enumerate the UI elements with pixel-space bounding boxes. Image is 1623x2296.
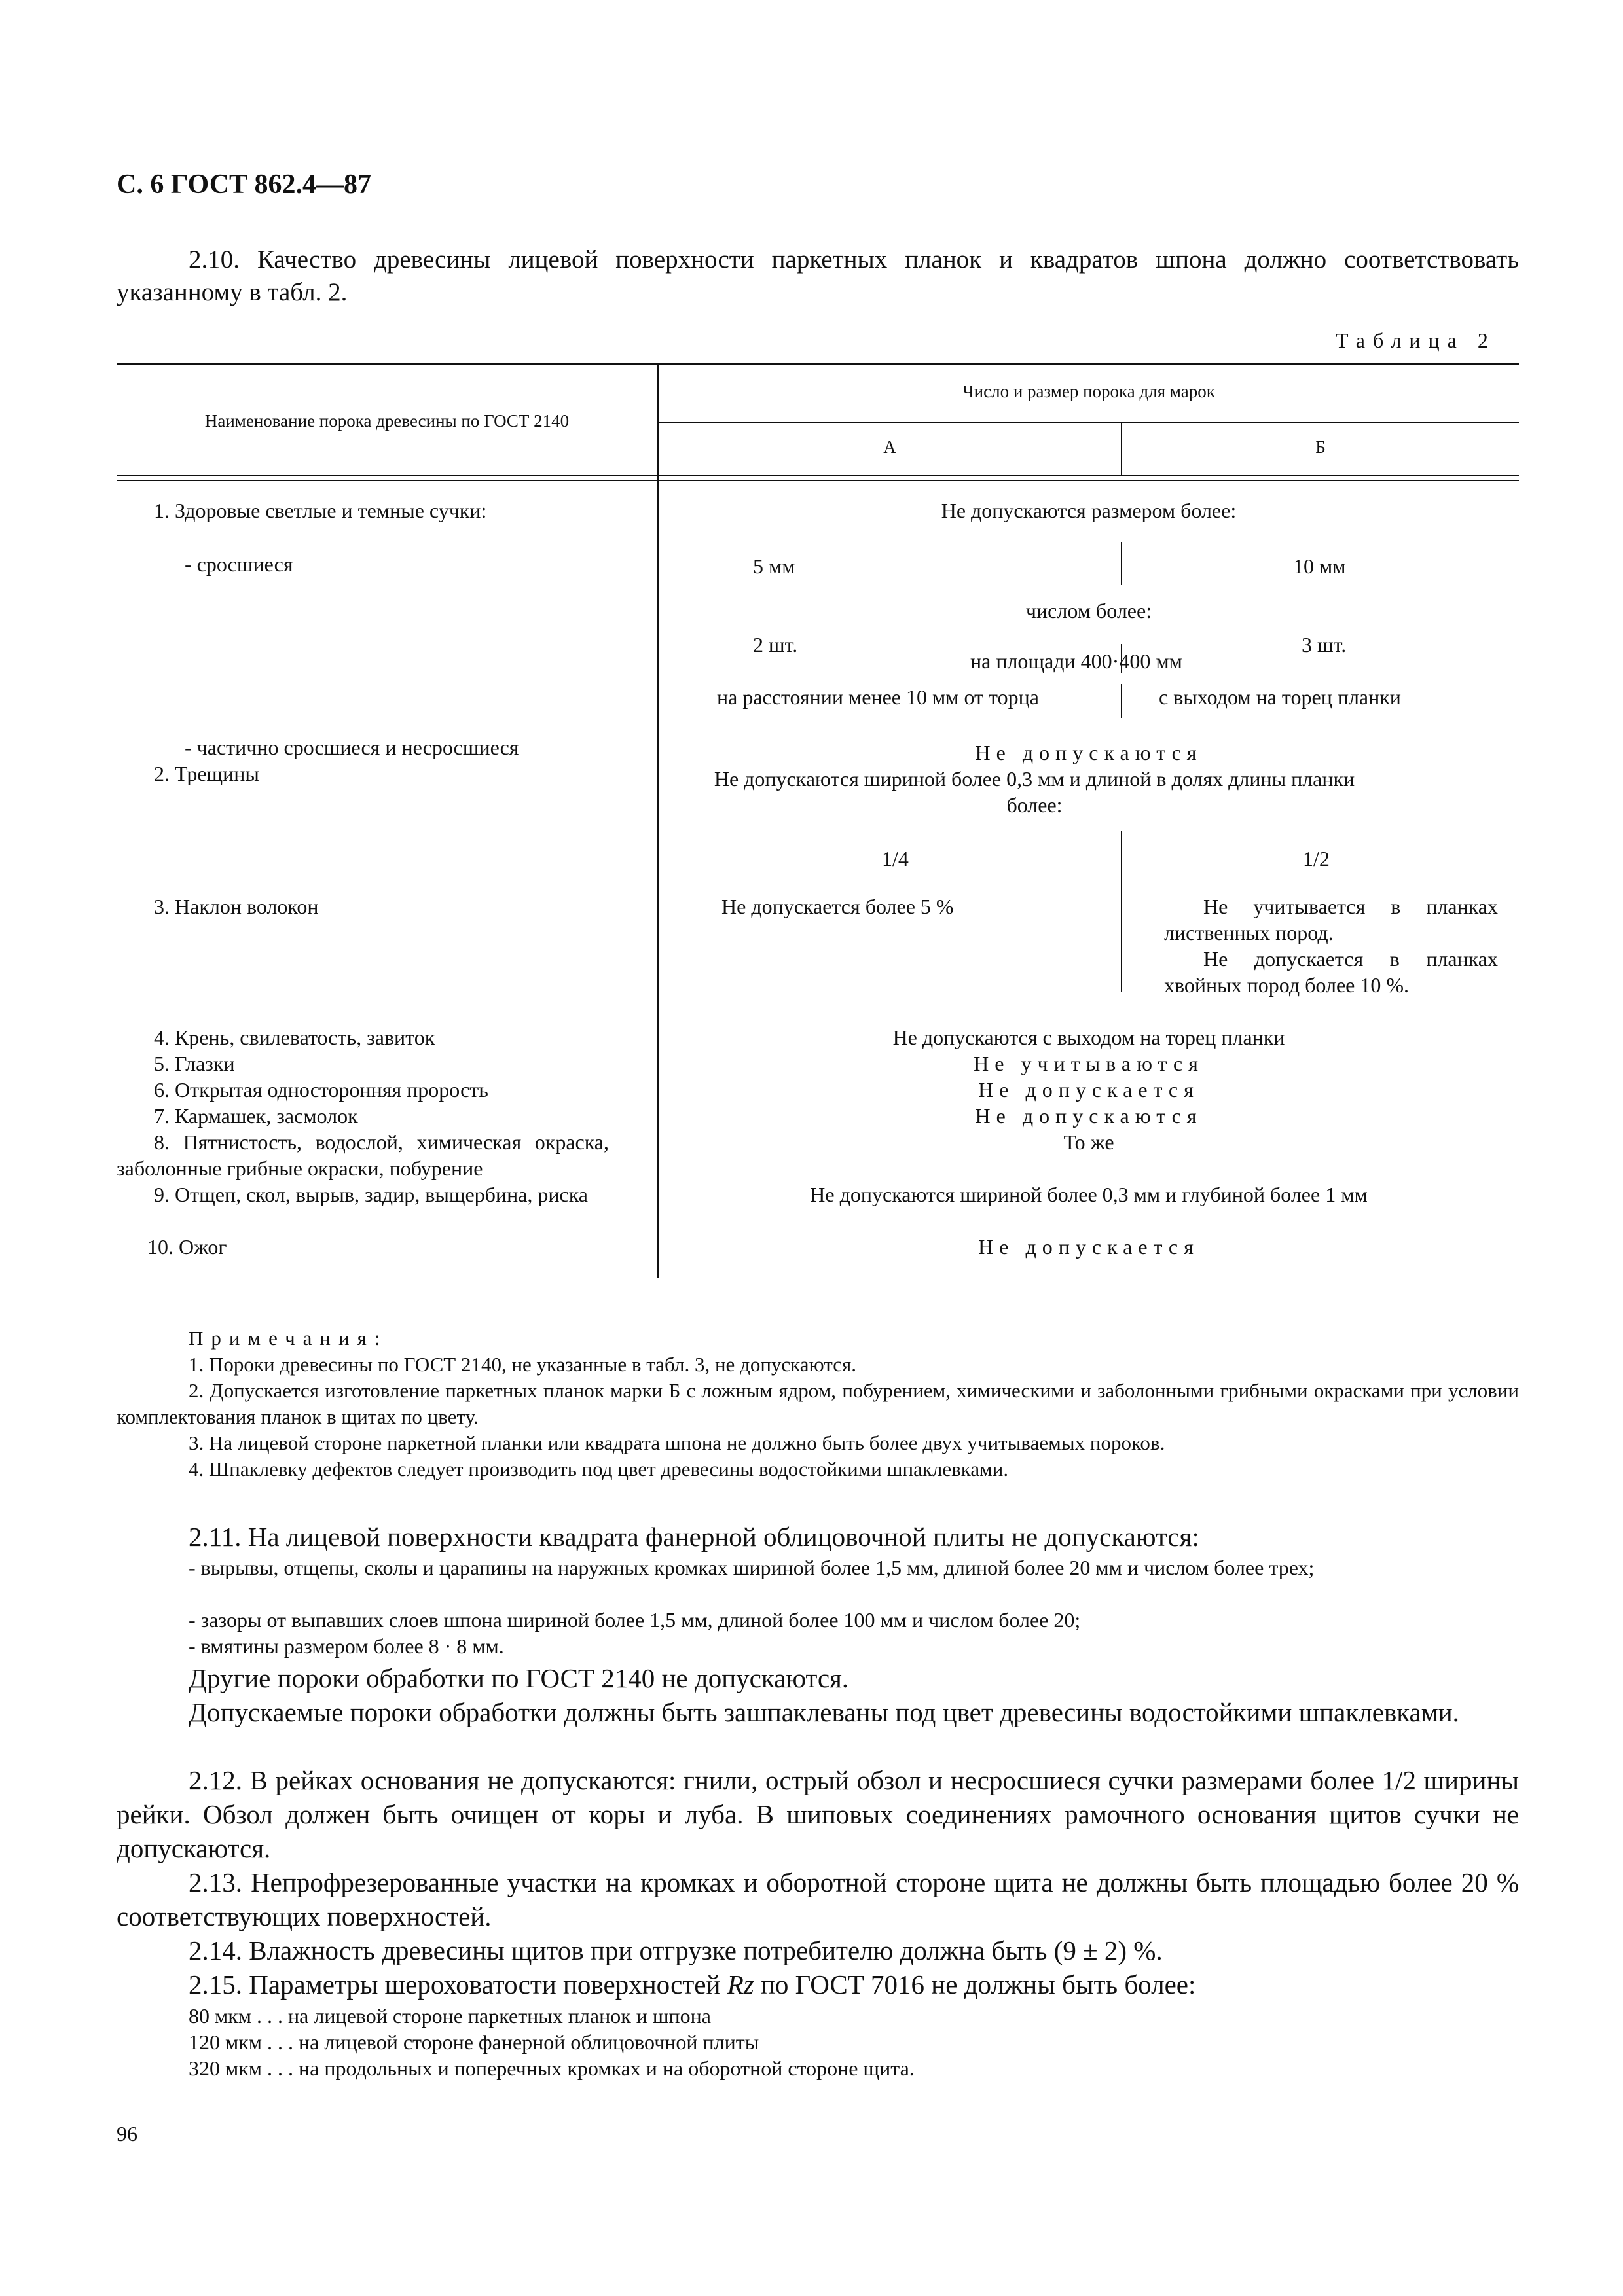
intro-paragraph: 2.10. Качество древесины лицевой поверхности паркетных планок и квадратов шпона должно соответствовать указанному в табл. 2. [117, 245, 1519, 306]
cracks-value: Не допускаются шириной более 0,3 мм и длиной в долях длины планки более: [714, 767, 1355, 817]
knots-a-edge: на расстоянии менее 10 мм от торца [717, 685, 1039, 709]
row10-value: Не допускается [978, 1235, 1199, 1259]
knots-b-count: 3 шт. [1302, 633, 1347, 656]
table-top-rule [117, 363, 1519, 365]
colab-divider-size [1121, 542, 1122, 585]
cracks-a: 1/4 [882, 847, 909, 870]
header-bottom-rule-2 [117, 480, 1519, 481]
row-label-10: 10. Ожог [147, 1235, 227, 1259]
row-label-cracks: 2. Трещины [154, 762, 259, 785]
row8-value: То же [1063, 1130, 1114, 1154]
s215-item-1: 80 мкм . . . на лицевой стороне паркетных планок и шпона [189, 2004, 711, 2028]
col-b-header: Б [1315, 437, 1326, 457]
page-number: 96 [117, 2122, 137, 2145]
row-label-7: 7. Кармашек, засмолок [154, 1104, 358, 1128]
s215-paragraph [189, 1967, 1195, 2001]
row-label-8: 8. Пятнистость, водослой, химическая окраска, заболонные грибные окраски, побурение [117, 1130, 609, 1180]
s215-prefix: 2.15. Параметры шероховатости поверхностей [189, 1969, 727, 2000]
grain-a: Не допускается более 5 % [721, 895, 954, 918]
knots-size-heading: Не допускаются размером более: [941, 499, 1237, 522]
partial-knots-value: Не допускаются [975, 741, 1203, 764]
knots-count-heading: числом более: [1025, 599, 1152, 622]
row-label-9: 9. Отщеп, скол, вырыв, задир, выщербина, риска [154, 1183, 588, 1206]
cracks-b: 1/2 [1303, 847, 1330, 870]
s214-paragraph: 2.14. Влажность древесины щитов при отгрузке потребителю должна быть (9 ± 2) %. [189, 1935, 1163, 1965]
s215-suffix: по ГОСТ 7016 не должны быть более: [754, 1969, 1196, 2000]
row5-value: Не учитываются [974, 1052, 1204, 1075]
row6-value: Не допускается [978, 1078, 1199, 1102]
knots-a-count: 2 шт. [753, 633, 798, 656]
row9-value: Не допускаются шириной более 0,3 мм и глубиной более 1 мм [810, 1183, 1368, 1206]
knots-b-edge: с выходом на торец планки [1159, 685, 1401, 709]
note-1: 1. Пороки древесины по ГОСТ 2140, не указанные в табл. 3, не допускаются. [189, 1353, 856, 1376]
header-subdivider [658, 422, 1519, 423]
note-4: 4. Шпаклевку дефектов следует производить под цвет древесины водостойкими шпаклевками. [189, 1458, 1009, 1480]
knots-area: на площади 400·400 мм [970, 649, 1182, 673]
s215-symbol: Rz [727, 1969, 754, 2000]
page-header: С. 6 ГОСТ 862.4—87 [117, 170, 372, 200]
knots-b-size: 10 мм [1293, 554, 1346, 578]
s211-title: 2.11. На лицевой поверхности квадрата фанерной облицовочной плиты не допускаются: [189, 1522, 1199, 1552]
header-bottom-rule-1 [117, 475, 1519, 476]
col1-header: Наименование порока древесины по ГОСТ 2140 [204, 411, 570, 431]
s215-item-3: 320 мкм . . . на продольных и поперечных кромках и на оборотной стороне щита. [189, 2056, 915, 2080]
col-a-header: А [883, 437, 896, 457]
row-label-partial-knots: - частично сросшиеся и несросшиеся [185, 736, 519, 759]
grain-b-1: Не учитывается в планках лиственных пород. [1164, 895, 1498, 944]
table-caption: Таблица 2 [1336, 329, 1496, 352]
row-label-4: 4. Крень, свилеватость, завиток [154, 1026, 435, 1049]
colab-divider-edge [1121, 684, 1122, 718]
row-label-fused-knots: - сросшиеся [185, 552, 293, 576]
s211-item-2: - зазоры от выпавших слоев шпона шириной более 1,5 мм, длиной более 100 мм и числом более 20; [189, 1608, 1081, 1632]
grain-b-2: Не допускается в планках хвойных пород более 10 %. [1164, 947, 1498, 997]
row7-value: Не допускаются [975, 1104, 1203, 1128]
row-label-grain: 3. Наклон волокон [154, 895, 319, 918]
notes-title: Примечания: [189, 1327, 388, 1350]
s211-p2: Допускаемые пороки обработки должны быть зашпаклеваны под цвет древесины водостойкими шпаклевками. [189, 1697, 1459, 1727]
note-3: 3. На лицевой стороне паркетной планки или квадрата шпона не должно быть более двух учитываемых пороков. [189, 1431, 1165, 1454]
s215-item-2: 120 мкм . . . на лицевой стороне фанерной облицовочной плиты [189, 2030, 759, 2054]
row-label-6: 6. Открытая односторонняя прорость [154, 1078, 488, 1102]
knots-a-size: 5 мм [753, 554, 795, 578]
s211-item-1: - вырывы, отщепы, сколы и царапины на наружных кромках шириной более 1,5 мм, длиной более 20 мм и числом более трех; [189, 1556, 1315, 1579]
s211-item-3: - вмятины размером более 8 · 8 мм. [189, 1634, 504, 1658]
s211-p1: Другие пороки обработки по ГОСТ 2140 не допускаются. [189, 1663, 849, 1693]
col-group-header: Число и размер порока для марок [962, 382, 1215, 401]
s213-paragraph: 2.13. Непрофрезерованные участки на кромках и оборотной стороне щита не должны быть площадью более 20 % соответствующих поверхностей. [117, 1867, 1519, 1931]
row-label-knots: 1. Здоровые светлые и темные сучки: [154, 499, 487, 522]
colab-divider-cracks [1121, 831, 1122, 992]
note-2: 2. Допускается изготовление паркетных планок марки Б с ложным ядром, побурением, химическими и заболонными грибными окрасками при условии комплектования планок в щитах по цвету. [117, 1379, 1519, 1428]
row-label-5: 5. Глазки [154, 1052, 235, 1075]
s212-paragraph: 2.12. В рейках основания не допускаются: гнили, острый обзол и несросшиеся сучки размерами более 1/2 ширины рейки. Обзол должен быть очищен от коры и луба. В шиповых соединениях рамочного основания щитов сучки не допускаются. [117, 1765, 1519, 1863]
row4-value: Не допускаются с выходом на торец планки [892, 1026, 1285, 1049]
